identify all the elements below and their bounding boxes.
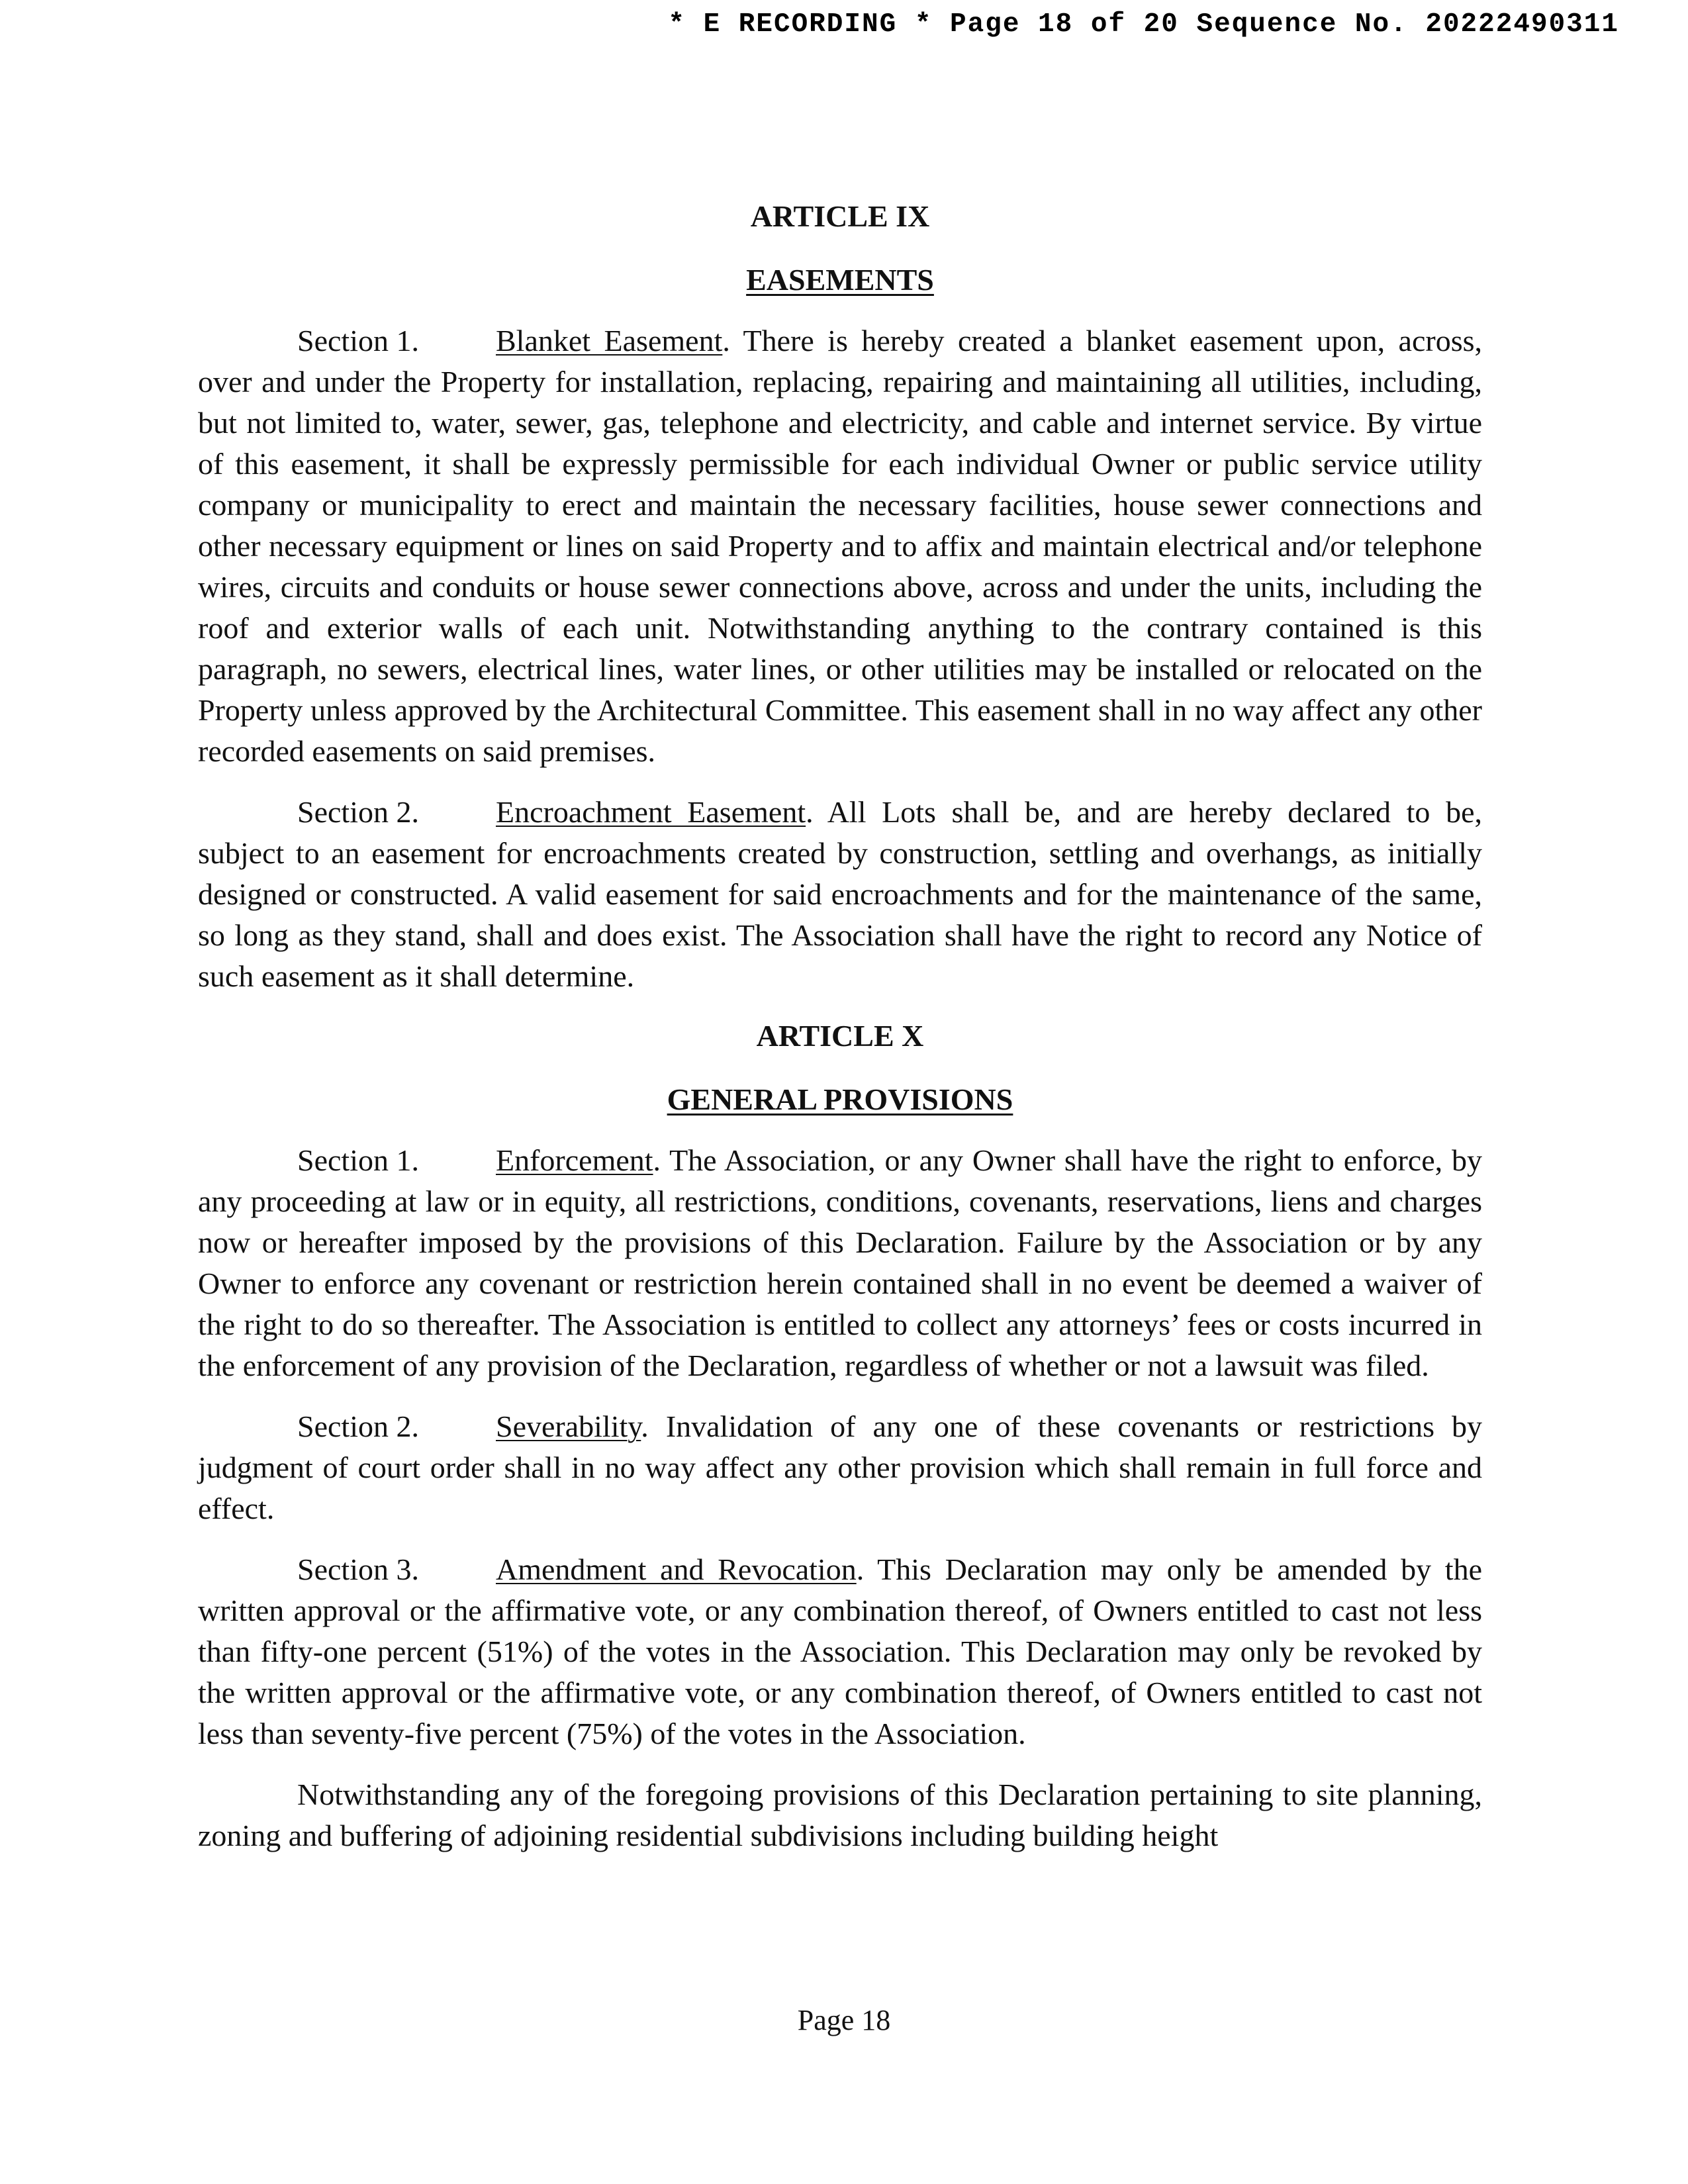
section-title: Encroachment Easement [496, 795, 806, 829]
section-title: Amendment and Revocation [496, 1552, 857, 1586]
section-text: . The Association, or any Owner shall have the right to enforce, by any proceeding at law or in equity, all restrictions, conditions, covenants, reservations, liens and charges now or hereafter imposed by the provisions of this Declaration. Failure by the Association or by any Owner to enforce any covenant or restriction herein contained shall in no event be deemed a waiver of the right to do so thereafter. The Association is entitled to collect any attorneys’ fees or costs incurred in the enforcement of any provision of the Declaration, regardless of whether or not a lawsuit was filed. [198, 1143, 1482, 1382]
article-10-number: ARTICLE X [756, 1019, 924, 1053]
section-title: Enforcement [496, 1143, 653, 1177]
document-body [198, 192, 1482, 1856]
section-text: . There is hereby created a blanket easement upon, across, over and under the Property for installation, replacing, repairing and maintaining all utilities, including, but not limited to, water, sewer, gas, telephone and electricity, and cable and internet service. By virtue of this easement, it shall be expressly permissible for each individual Owner or public service utility company or municipality to erect and maintain the necessary facilities, house sewer connections and other necessary equipment or lines on said Property and to affix and maintain electrical and/or telephone wires, circuits and conduits or house sewer connections above, across and under the units, including the roof and exterior walls of each unit. Notwithstanding anything to the contrary contained is this paragraph, no sewers, electrical lines, water lines, or other utilities may be installed or relocated on the Property unless approved by the Architectural Committee. This easement shall in no way affect any other recorded easements on said premises. [198, 324, 1482, 768]
section-number: Section 3. [297, 1552, 419, 1586]
article-9-title: EASEMENTS [746, 263, 934, 297]
section-title: Severability [496, 1409, 641, 1443]
section-number: Section 2. [297, 1409, 419, 1443]
article-9-number: ARTICLE IX [750, 199, 930, 233]
section-number: Section 2. [297, 795, 419, 829]
article-10-section-1 [198, 1140, 1482, 1386]
article-9-section-2 [198, 792, 1482, 997]
section-text: . Invalidation of any one of these covenants or restrictions by judgment of court order shall in no way affect any other provision which shall remain in full force and effect. [198, 1409, 1482, 1525]
closing-paragraph: Notwithstanding any of the foregoing provisions of this Declaration pertaining to site planning, zoning and buffering of adjoining residential subdivisions including building height [198, 1778, 1482, 1852]
article-10-section-3 [198, 1549, 1482, 1754]
section-title: Blanket Easement [496, 324, 723, 357]
section-number: Section 1. [297, 1143, 419, 1177]
section-text: . This Declaration may only be amended by the written approval or the affirmative vote, or any combination thereof, of Owners entitled to cast not less than fifty-one percent (51%) of the votes in the Association. This Declaration may only be revoked by the written approval or the affirmative vote, or any combination thereof, of Owners entitled to cast not less than seventy-five percent (75%) of the votes in the Association. [198, 1552, 1482, 1750]
section-text: . All Lots shall be, and are hereby declared to be, subject to an easement for encroachments created by construction, settling and overhangs, as initially designed or constructed. A valid easement for said encroachments and for the maintenance of the same, so long as they stand, shall and does exist. The Association shall have the right to record any Notice of such easement as it shall determine. [198, 795, 1482, 993]
article-9-section-1 [198, 320, 1482, 772]
page-number-footer: Page 18 [797, 2004, 891, 2036]
article-10-title: GENERAL PROVISIONS [667, 1082, 1013, 1116]
article-10-section-2 [198, 1406, 1482, 1529]
recording-stamp-header: * E RECORDING * Page 18 of 20 Sequence No. 20222490311 [668, 9, 1619, 40]
section-number: Section 1. [297, 324, 419, 357]
